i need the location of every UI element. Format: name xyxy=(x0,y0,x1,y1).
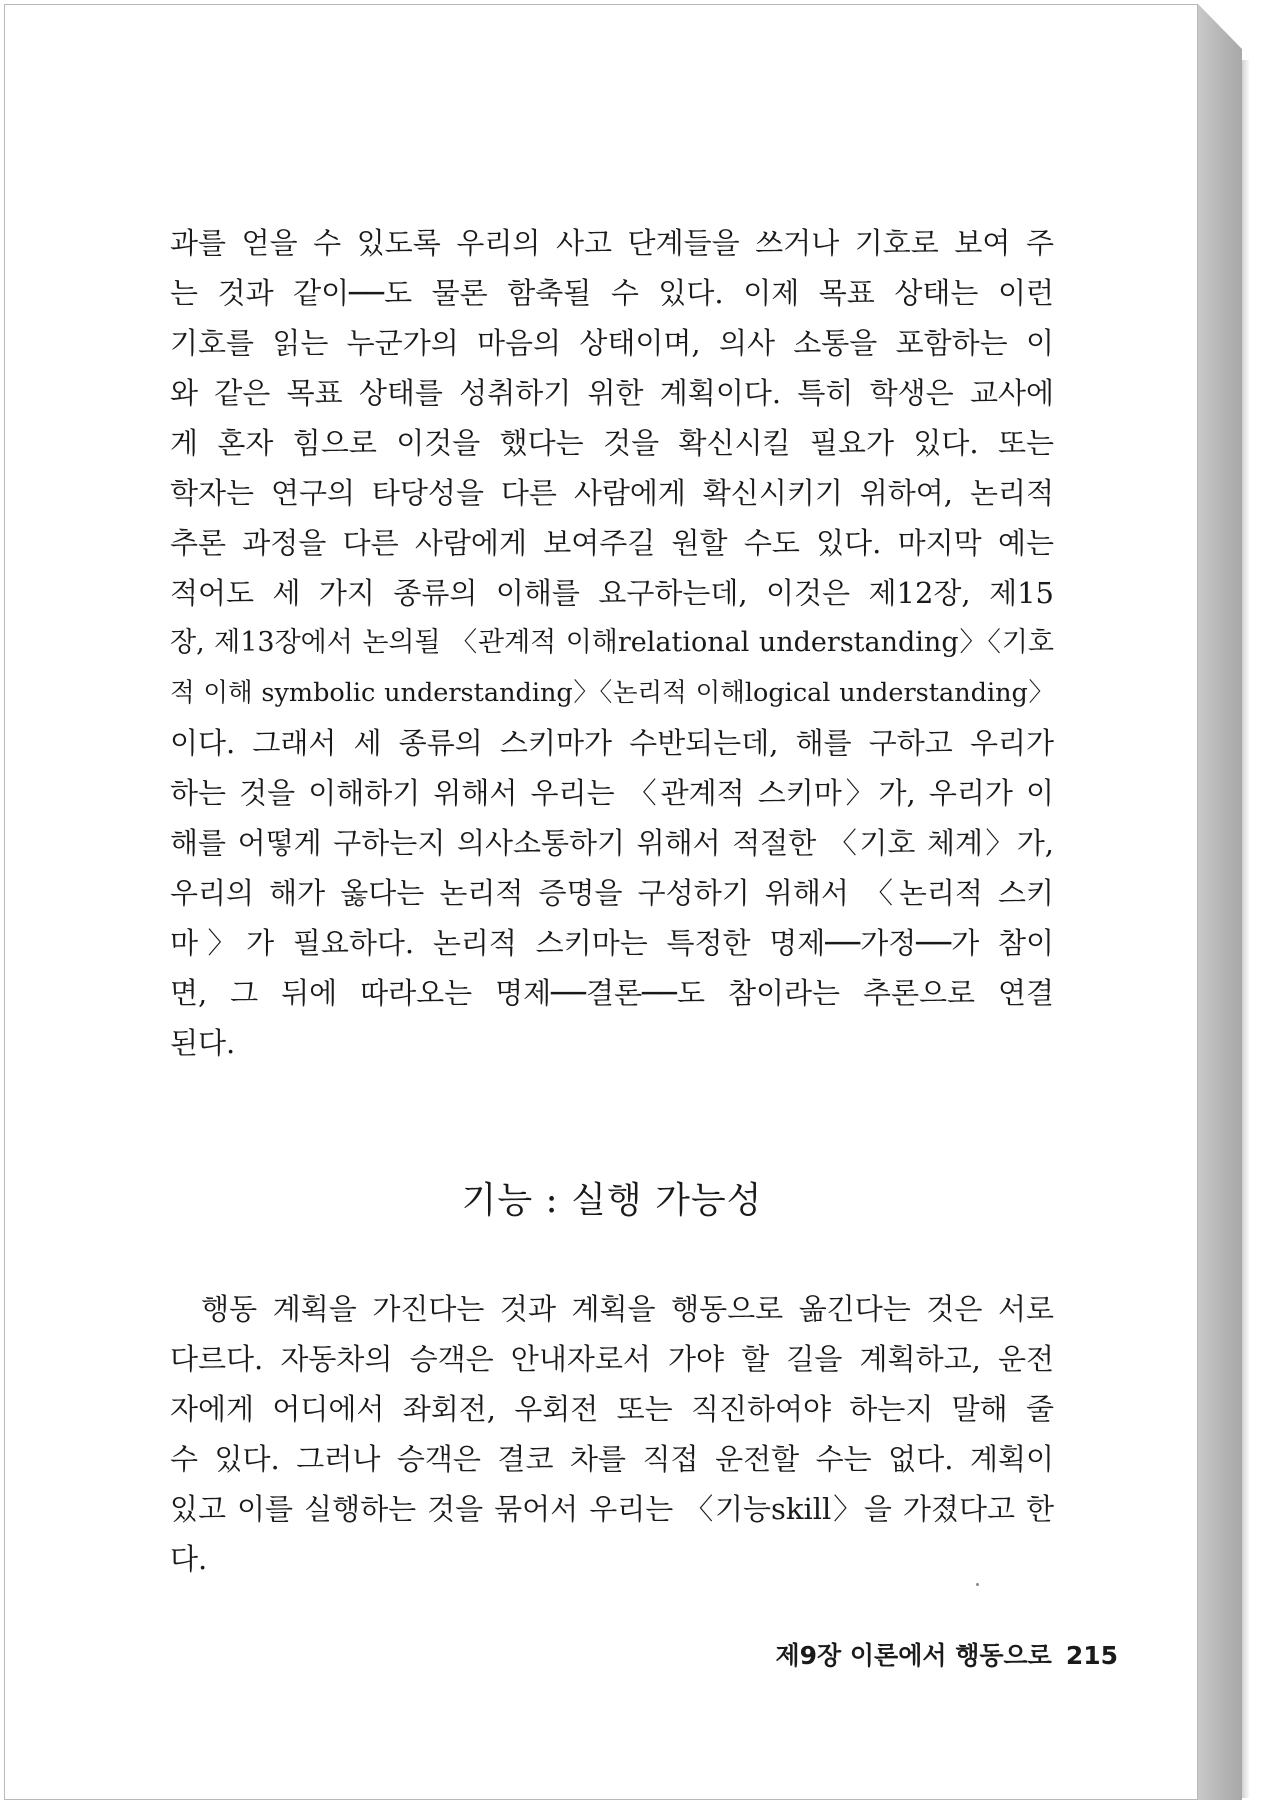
text-line: 된다. xyxy=(170,1026,236,1060)
text-line: 게 혼자 힘으로 이것을 했다는 것을 확신시킬 필요가 있다. 또는 xyxy=(170,426,1054,460)
text-line: 있고 이를 실행하는 것을 묶어서 우리는 〈기능skill〉을 가졌다고 한 xyxy=(170,1492,1054,1526)
page-number: 215 xyxy=(1065,1641,1118,1670)
text-line: 면, 그 뒤에 따라오는 명제──결론──도 참이라는 추론으로 연결 xyxy=(170,976,1054,1010)
section-heading: 기능 : 실행 가능성 xyxy=(461,1180,763,1221)
text-line: 이다. 그래서 세 종류의 스키마가 수반되는데, 해를 구하고 우리가 xyxy=(170,726,1054,760)
page-edge-shadow xyxy=(1242,60,1250,1798)
text-line: 학자는 연구의 타당성을 다른 사람에게 확신시키기 위하여, 논리적 xyxy=(170,476,1054,510)
text-line: 수 있다. 그러나 승객은 결코 차를 직접 운전할 수는 없다. 계획이 xyxy=(170,1442,1054,1476)
text-line: 와 같은 목표 상태를 성취하기 위한 계획이다. 특히 학생은 교사에 xyxy=(170,376,1054,410)
text-line: 추론 과정을 다른 사람에게 보여주길 원할 수도 있다. 마지막 예는 xyxy=(170,526,1054,560)
text-line: 행동 계획을 가진다는 것과 계획을 행동으로 옮긴다는 것은 서로 xyxy=(170,1292,1054,1326)
body-paragraph-1 xyxy=(170,218,1054,1068)
text-line: 하는 것을 이해하기 위해서 우리는 〈관계적 스키마〉가, 우리가 이 xyxy=(170,776,1054,810)
chapter-title: 제9장 이론에서 행동으로 xyxy=(775,1641,1052,1670)
page-stack-edge xyxy=(1198,4,1242,1800)
text-line: 기호를 읽는 누군가의 마음의 상태이며, 의사 소통을 포함하는 이 xyxy=(170,326,1054,360)
text-line: 자에게 어디에서 좌회전, 우회전 또는 직진하여야 하는지 말해 줄 xyxy=(170,1392,1054,1426)
text-line: 적 이해 symbolic understanding〉〈논리적 이해logical understanding〉 xyxy=(170,678,1054,708)
text-line: 는 것과 같이──도 물론 함축될 수 있다. 이제 목표 상태는 이런 xyxy=(170,276,1054,310)
text-line: 다르다. 자동차의 승객은 안내자로서 가야 할 길을 계획하고, 운전 xyxy=(170,1342,1054,1376)
text-line: 적어도 세 가지 종류의 이해를 요구하는데, 이것은 제12장, 제15 xyxy=(170,576,1054,610)
text-line: 우리의 해가 옳다는 논리적 증명을 구성하기 위해서 〈논리적 스키 xyxy=(170,876,1054,910)
body-paragraph-2 xyxy=(170,1284,1054,1584)
text-line: 마〉가 필요하다. 논리적 스키마는 특정한 명제──가정──가 참이 xyxy=(170,926,1054,960)
text-line: 장, 제13장에서 논의될 〈관계적 이해relational understanding〉〈기호 xyxy=(170,627,1054,658)
scan-speck xyxy=(976,1583,979,1586)
text-line: 과를 얻을 수 있도록 우리의 사고 단계들을 쓰거나 기호로 보여 주 xyxy=(170,226,1054,260)
text-line: 다. xyxy=(170,1542,208,1576)
text-line: 해를 어떻게 구하는지 의사소통하기 위해서 적절한 〈기호 체계〉가, xyxy=(170,826,1054,860)
running-footer xyxy=(776,1636,1119,1672)
